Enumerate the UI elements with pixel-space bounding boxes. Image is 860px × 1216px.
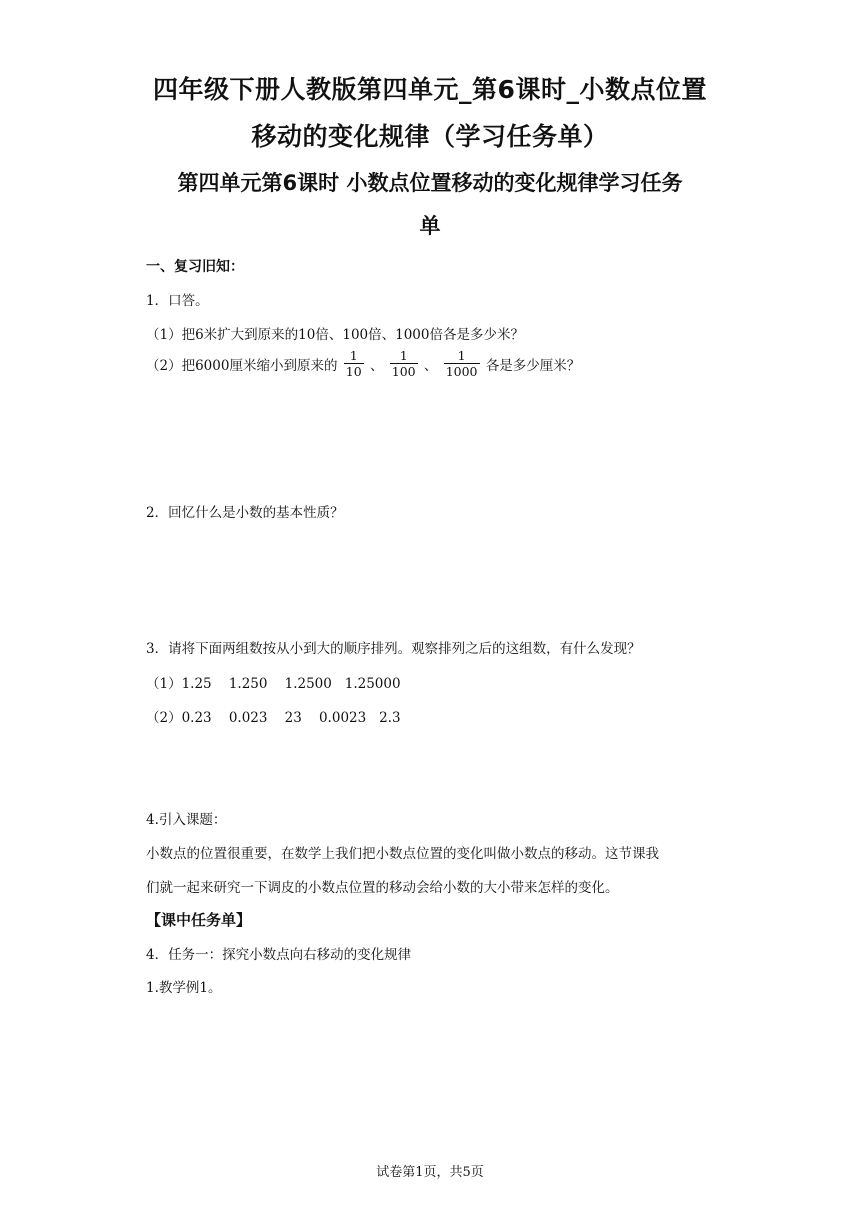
fraction-denominator: 100 <box>391 364 416 379</box>
question-1-2-suffix: 各是多少厘米？ <box>485 357 581 374</box>
question-1: 1．口答。 <box>146 293 209 309</box>
question-3-2: （2）0.23 0.023 23 0.0023 2.3 <box>146 710 401 726</box>
document-title-line1: 四年级下册人教版第四单元_第6课时_小数点位置 <box>153 75 707 104</box>
document-title-line2: 移动的变化规律（学习任务单） <box>251 122 609 151</box>
fraction-numerator: 1 <box>349 348 358 363</box>
fraction-1-10 <box>344 348 364 379</box>
separator: 、 <box>369 357 384 374</box>
intro-paragraph-line1: 小数点的位置很重要，在数学上我们把小数点位置的变化叫做小数点的移动。这节课我 <box>146 846 659 862</box>
fraction-numerator: 1 <box>399 348 408 363</box>
intro-paragraph-line2: 们就一起来研究一下调皮的小数点位置的移动会给小数的大小带来怎样的变化。 <box>146 880 619 896</box>
intro-heading: 4.引入课题： <box>146 812 227 828</box>
question-1-2 <box>146 348 580 379</box>
question-1-2-prefix: （2）把6000厘米缩小到原来的 <box>146 357 338 374</box>
subtitle-line1: 第四单元第6课时 小数点位置移动的变化规律学习任务 <box>177 171 683 195</box>
fraction-1-1000 <box>444 348 480 379</box>
question-3-1: （1）1.25 1.250 1.2500 1.25000 <box>146 676 401 692</box>
task-1: 4．任务一：探究小数点向右移动的变化规律 <box>146 947 412 963</box>
review-heading: 一、复习旧知： <box>146 259 244 275</box>
subtitle-line2: 单 <box>419 214 441 238</box>
separator: 、 <box>423 357 438 374</box>
page-footer: 试卷第1页，共5页 <box>376 1165 484 1180</box>
question-3: 3．请将下面两组数按从小到大的顺序排列。观察排列之后的这组数，有什么发现？ <box>146 641 641 657</box>
fraction-numerator: 1 <box>457 348 466 363</box>
fraction-denominator: 1000 <box>445 364 478 379</box>
fraction-1-100 <box>390 348 418 379</box>
inclass-heading: 【课中任务单】 <box>146 911 252 929</box>
example-1: 1.教学例1。 <box>146 980 222 996</box>
question-2: 2．回忆什么是小数的基本性质？ <box>146 505 344 521</box>
fraction-denominator: 10 <box>345 364 362 379</box>
question-1-1: （1）把6米扩大到原来的10倍、100倍、1000倍各是多少米？ <box>146 327 524 343</box>
